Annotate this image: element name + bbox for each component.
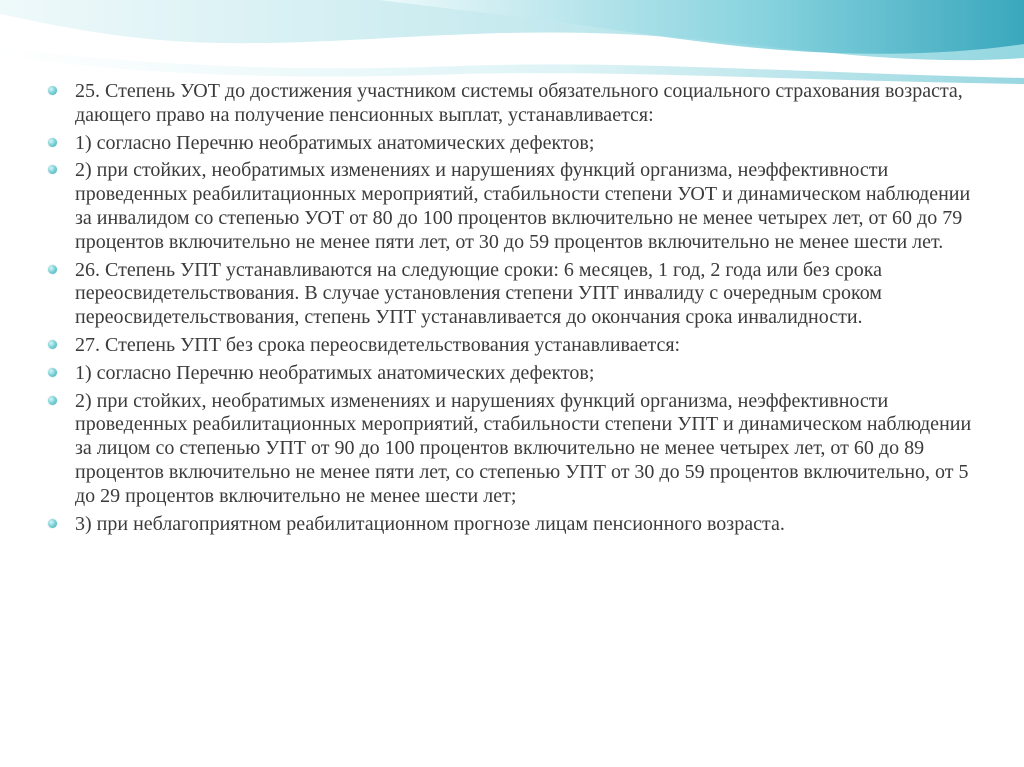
list-item-text: 3) при неблагоприятном реабилитационном прогнозе лицам пенсионного возраста. xyxy=(75,512,785,535)
bullet-dot-icon xyxy=(48,265,57,274)
list-item xyxy=(46,132,986,156)
list-item-text: 2) при стойких, необратимых изменениях и нарушениях функций организма, неэффективности проведенных реабилитационных мероприятий, стабильности степени УОТ и динамическом наблюдении за инвалидом со степенью УОТ от 80 до 100 процентов включительно не менее четырех лет, от 60 до 79 процентов включительно не менее пяти лет, от 30 до 59 процентов включительно не менее шести лет. xyxy=(75,159,971,253)
wave-header-decoration xyxy=(0,0,1024,90)
slide-body xyxy=(46,80,986,540)
list-item xyxy=(46,159,986,254)
list-item xyxy=(46,390,986,509)
list-item xyxy=(46,259,986,330)
list-item xyxy=(46,362,986,386)
bullet-dot-icon xyxy=(48,138,57,147)
bullet-dot-icon xyxy=(48,396,57,405)
list-item xyxy=(46,513,986,537)
list-item xyxy=(46,80,986,128)
list-item-text: 1) согласно Перечню необратимых анатомических дефектов; xyxy=(75,361,595,384)
bullet-dot-icon xyxy=(48,368,57,377)
list-item-text: 2) при стойких, необратимых изменениях и нарушениях функций организма, неэффективности проведенных реабилитационных мероприятий, стабильности степени УПТ и динамическом наблюдении за лицом со степенью УПТ от 90 до 100 процентов включительно не менее четырех лет, от 60 до 89 процентов включительно не менее пяти лет, со степенью УПТ от 30 до 59 процентов включительно, от 5 до 29 процентов включительно не менее шести лет; xyxy=(75,389,972,507)
bullet-list xyxy=(46,80,986,536)
list-item-text: 25. Степень УОТ до достижения участником системы обязательного социального страхования возраста, дающего право на получение пенсионных выплат, устанавливается: xyxy=(75,80,963,126)
bullet-dot-icon xyxy=(48,165,57,174)
bullet-dot-icon xyxy=(48,86,57,95)
list-item-text: 27. Степень УПТ без срока переосвидетельствования устанавливается: xyxy=(75,333,681,356)
list-item-text: 1) согласно Перечню необратимых анатомических дефектов; xyxy=(75,131,595,154)
list-item xyxy=(46,334,986,358)
list-item-text: 26. Степень УПТ устанавливаются на следующие сроки: 6 месяцев, 1 год, 2 года или без срока переосвидетельствования. В случае установления степени УПТ инвалиду с очередным сроком переосвидетельствования, степень УПТ устанавливается до окончания срока инвалидности. xyxy=(75,258,883,329)
bullet-dot-icon xyxy=(48,519,57,528)
bullet-dot-icon xyxy=(48,340,57,349)
